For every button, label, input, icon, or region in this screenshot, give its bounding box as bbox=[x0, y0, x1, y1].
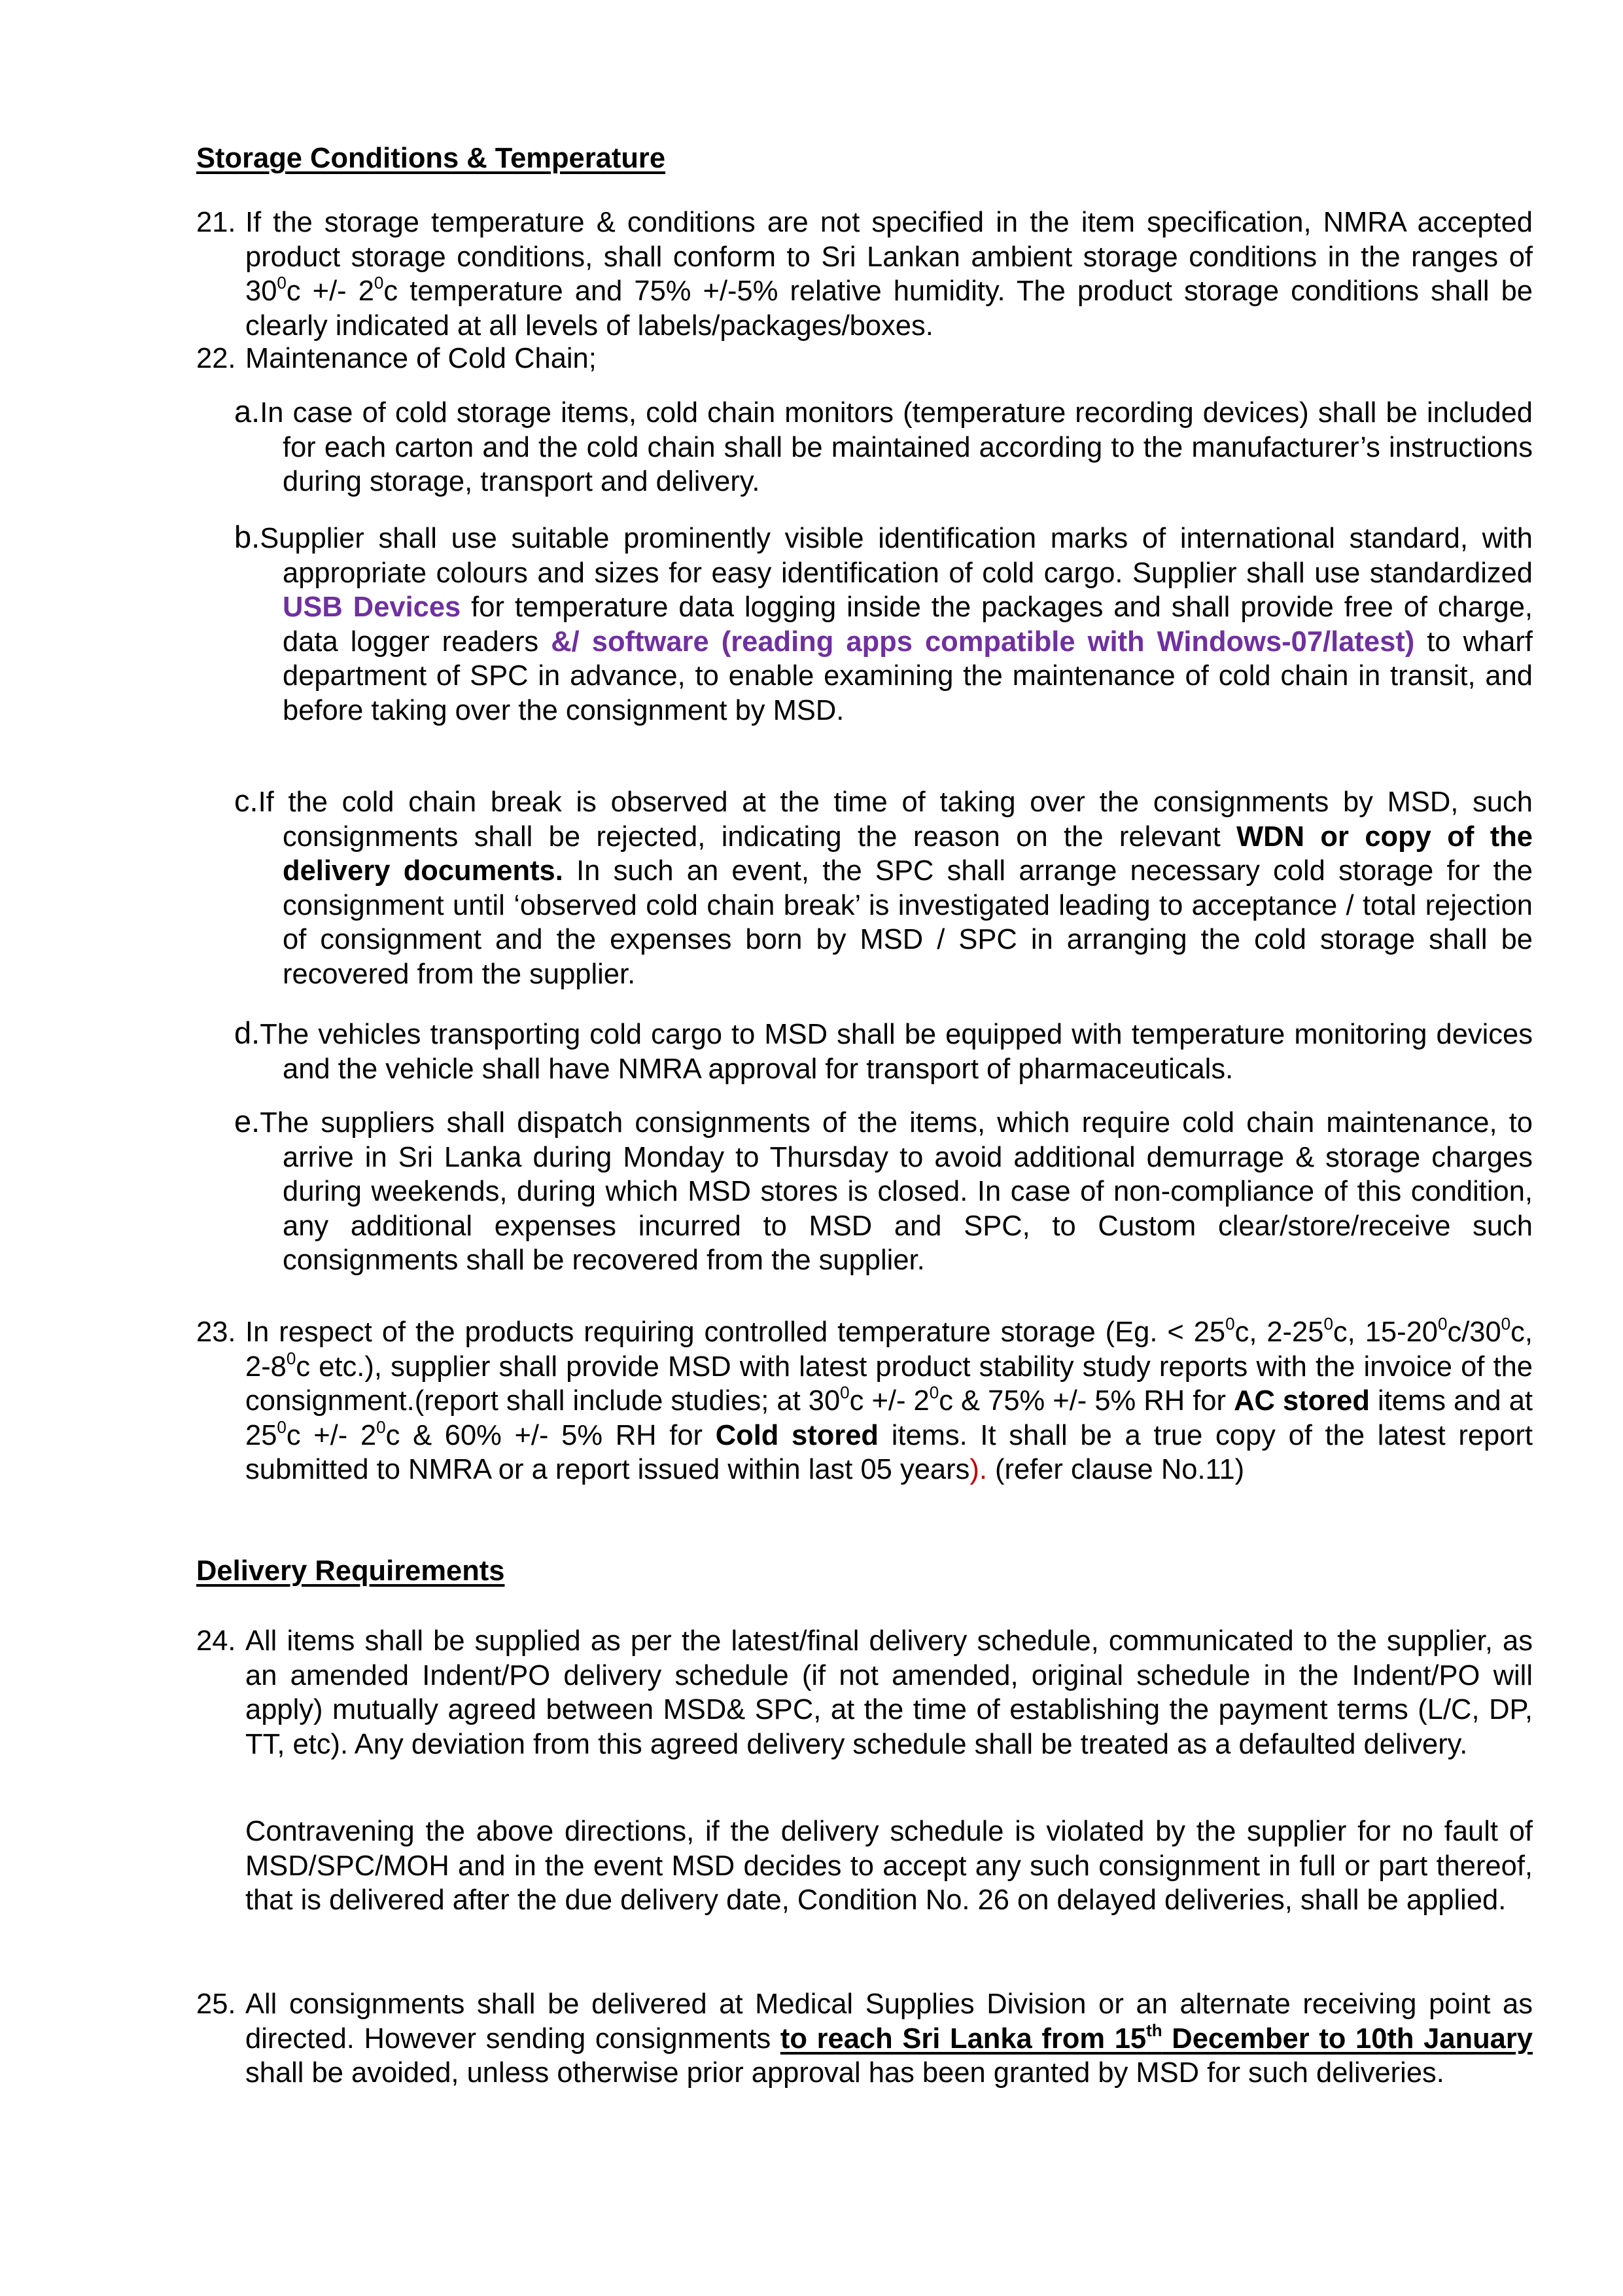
subclause-22d bbox=[234, 1016, 1533, 1086]
text-run: December to 10th January bbox=[1162, 2022, 1533, 2055]
text-run: If the storage temperature & conditions are not specified in the item specification, NMRA accepted product storage conditions, shall conform to Sri Lankan ambient storage conditions in the ranges of 30 bbox=[245, 207, 1533, 307]
superscript: 0 bbox=[1225, 1314, 1235, 1333]
text-run: for temperature data logging inside the packages and shall provide free of charge, data logger readers bbox=[283, 592, 1533, 658]
superscript: 0 bbox=[929, 1383, 939, 1402]
subclause-label: c. bbox=[234, 783, 258, 818]
clause-21 bbox=[196, 205, 1533, 343]
text-run: shall be avoided, unless otherwise prior approval has been granted by MSD for such deliveries. bbox=[245, 2057, 1444, 2089]
clause-22 bbox=[196, 342, 1533, 376]
text-run: In case of cold storage items, cold chain monitors (temperature recording devices) shall be included for each carton and the cold chain shall be maintained according to the manufacturer’s instructions during storage, transport and delivery. bbox=[260, 397, 1533, 497]
subclause-body bbox=[234, 783, 1533, 991]
text-run: c & 60% +/- 5% RH for bbox=[385, 1419, 716, 1451]
clause-number: 21. bbox=[196, 207, 236, 238]
subclause-label: e. bbox=[234, 1104, 260, 1139]
text-run: c +/- 2 bbox=[286, 1419, 377, 1451]
subclause-label: d. bbox=[234, 1016, 260, 1050]
clause-number: 24. bbox=[196, 1625, 236, 1657]
clause-number: 25. bbox=[196, 1988, 236, 2020]
bold-underlined-date-range bbox=[780, 2020, 1533, 2055]
text-run: c, 15-20 bbox=[1333, 1316, 1438, 1348]
subclause-body bbox=[234, 1104, 1533, 1278]
clause-24 bbox=[196, 1624, 1533, 1761]
bold-ac-stored: AC stored bbox=[1234, 1385, 1370, 1417]
clause-body bbox=[245, 205, 1533, 343]
text-run: c/30 bbox=[1447, 1316, 1501, 1348]
section-heading-delivery: Delivery Requirements bbox=[196, 1555, 505, 1587]
text-run: The suppliers shall dispatch consignments of the items, which require cold chain maintenance, to arrive in Sri Lanka during Monday to Thursday to avoid additional demurrage & storage charges during weekends, during which MSD stores is closed. In case of non-compliance of this condition, any additional expenses incurred to MSD and SPC, to Custom clear/store/receive such consignments shall be recovered from the supplier. bbox=[260, 1107, 1533, 1276]
bold-cold-stored: Cold stored bbox=[715, 1419, 879, 1451]
superscript: 0 bbox=[1501, 1314, 1511, 1333]
clause-24-paragraph-2: Contravening the above directions, if the delivery schedule is violated by the supplier for no fault of MSD/SPC/MOH and in the event MSD decides to accept any such consignment in full or part thereof, that is delivered after the due delivery date, Condition No. 26 on delayed deliveries, shall be applied. bbox=[245, 1816, 1533, 1916]
superscript: 0 bbox=[840, 1383, 850, 1402]
text-run: If the cold chain break is observed at the time of taking over the consignments by MSD, such consignments shall be rejected, indicating the reason on the relevant bbox=[258, 786, 1533, 853]
superscript: 0 bbox=[376, 1417, 386, 1437]
text-run: c, 2-8 bbox=[245, 1316, 1533, 1383]
text-run: The vehicles transporting cold cargo to MSD shall be equipped with temperature monitoring devices and the vehicle shall have NMRA approval for transport of pharmaceuticals. bbox=[260, 1019, 1533, 1085]
clause-body bbox=[245, 1987, 1533, 2091]
bold-wdn: WDN or copy of the delivery documents. bbox=[283, 821, 1533, 887]
clause-25 bbox=[196, 1987, 1533, 2091]
text-run: Supplier shall use suitable prominently visible identification marks of international standard, with appropriate colours and sizes for easy identification of cold cargo. Supplier shall use standardized bbox=[260, 523, 1533, 589]
text-run: c temperature and 75% +/-5% relative humidity. The product storage conditions shall be clearly indicated at all levels of labels/packages/boxes. bbox=[245, 275, 1533, 342]
text-run: items and at 25 bbox=[245, 1385, 1533, 1451]
clause-number: 22. bbox=[196, 343, 236, 374]
text-run: c +/- 2 bbox=[286, 275, 374, 307]
superscript: 0 bbox=[374, 273, 384, 292]
section-heading-storage: Storage Conditions & Temperature bbox=[196, 143, 666, 174]
red-paren: ). bbox=[969, 1454, 987, 1485]
text-run: to wharf department of SPC in advance, to enable examining the maintenance of cold chain in transit, and before taking over the consignment by MSD. bbox=[283, 626, 1533, 726]
text-run: (refer clause No.11) bbox=[986, 1454, 1245, 1485]
clause-number: 23. bbox=[196, 1316, 236, 1348]
highlight-usb-devices: USB Devices bbox=[283, 592, 461, 623]
subclause-body bbox=[234, 520, 1533, 728]
subclause-22e bbox=[234, 1104, 1533, 1278]
subclause-label: b. bbox=[234, 520, 260, 554]
text-run: In respect of the products requiring controlled temperature storage (Eg. < 25 bbox=[245, 1316, 1226, 1348]
clause-body: All items shall be supplied as per the latest/final delivery schedule, communicated to the supplier, as an amended Indent/PO delivery schedule (if not amended, original schedule in the Indent/PO will apply) mutually agreed between MSD& SPC, at the time of establishing the payment terms (L/C, DP, TT, etc). Any deviation from this agreed delivery schedule shall be treated as a defaulted delivery. bbox=[245, 1625, 1533, 1760]
text-run: All consignments shall be delivered at Medical Supplies Division or an alternate receiving point as directed. However sending consignments bbox=[245, 1988, 1533, 2055]
superscript: 0 bbox=[1323, 1314, 1333, 1333]
text-run: items. It shall be a true copy of the latest report submitted to NMRA or a report issued within last 05 years bbox=[245, 1419, 1533, 1485]
superscript: 0 bbox=[286, 1348, 296, 1368]
clause-title: Maintenance of Cold Chain; bbox=[245, 343, 597, 374]
clause-body bbox=[245, 1315, 1533, 1487]
superscript: 0 bbox=[1437, 1314, 1448, 1333]
text-run: c +/- 2 bbox=[849, 1385, 930, 1417]
superscript: 0 bbox=[277, 273, 287, 292]
subclause-22a bbox=[234, 395, 1533, 499]
subclause-22b bbox=[234, 520, 1533, 728]
text-run: c, 2-25 bbox=[1234, 1316, 1324, 1348]
text-run: c etc.), supplier shall provide MSD with latest product stability study reports with the invoice of the consignment.(report shall include studies; at 30 bbox=[245, 1351, 1533, 1417]
text-run: c & 75% +/- 5% RH for bbox=[939, 1385, 1234, 1417]
superscript: 0 bbox=[277, 1417, 287, 1437]
subclause-label: a. bbox=[234, 394, 260, 429]
subclause-22c bbox=[234, 784, 1533, 991]
clause-23 bbox=[196, 1315, 1533, 1487]
superscript: th bbox=[1146, 2020, 1162, 2040]
text-run: In such an event, the SPC shall arrange necessary cold storage for the consignment until ‘observed cold chain break’ is investigated leading to acceptance / total rejection of consignment and the expenses born by MSD / SPC in arranging the cold storage shall be recovered from the supplier. bbox=[283, 855, 1533, 990]
text-run: to reach Sri Lanka from 15 bbox=[780, 2022, 1147, 2055]
subclause-body bbox=[234, 1016, 1533, 1086]
highlight-software: &/ software (reading apps compatible with Windows-07/latest) bbox=[551, 626, 1415, 658]
subclause-body bbox=[234, 394, 1533, 499]
